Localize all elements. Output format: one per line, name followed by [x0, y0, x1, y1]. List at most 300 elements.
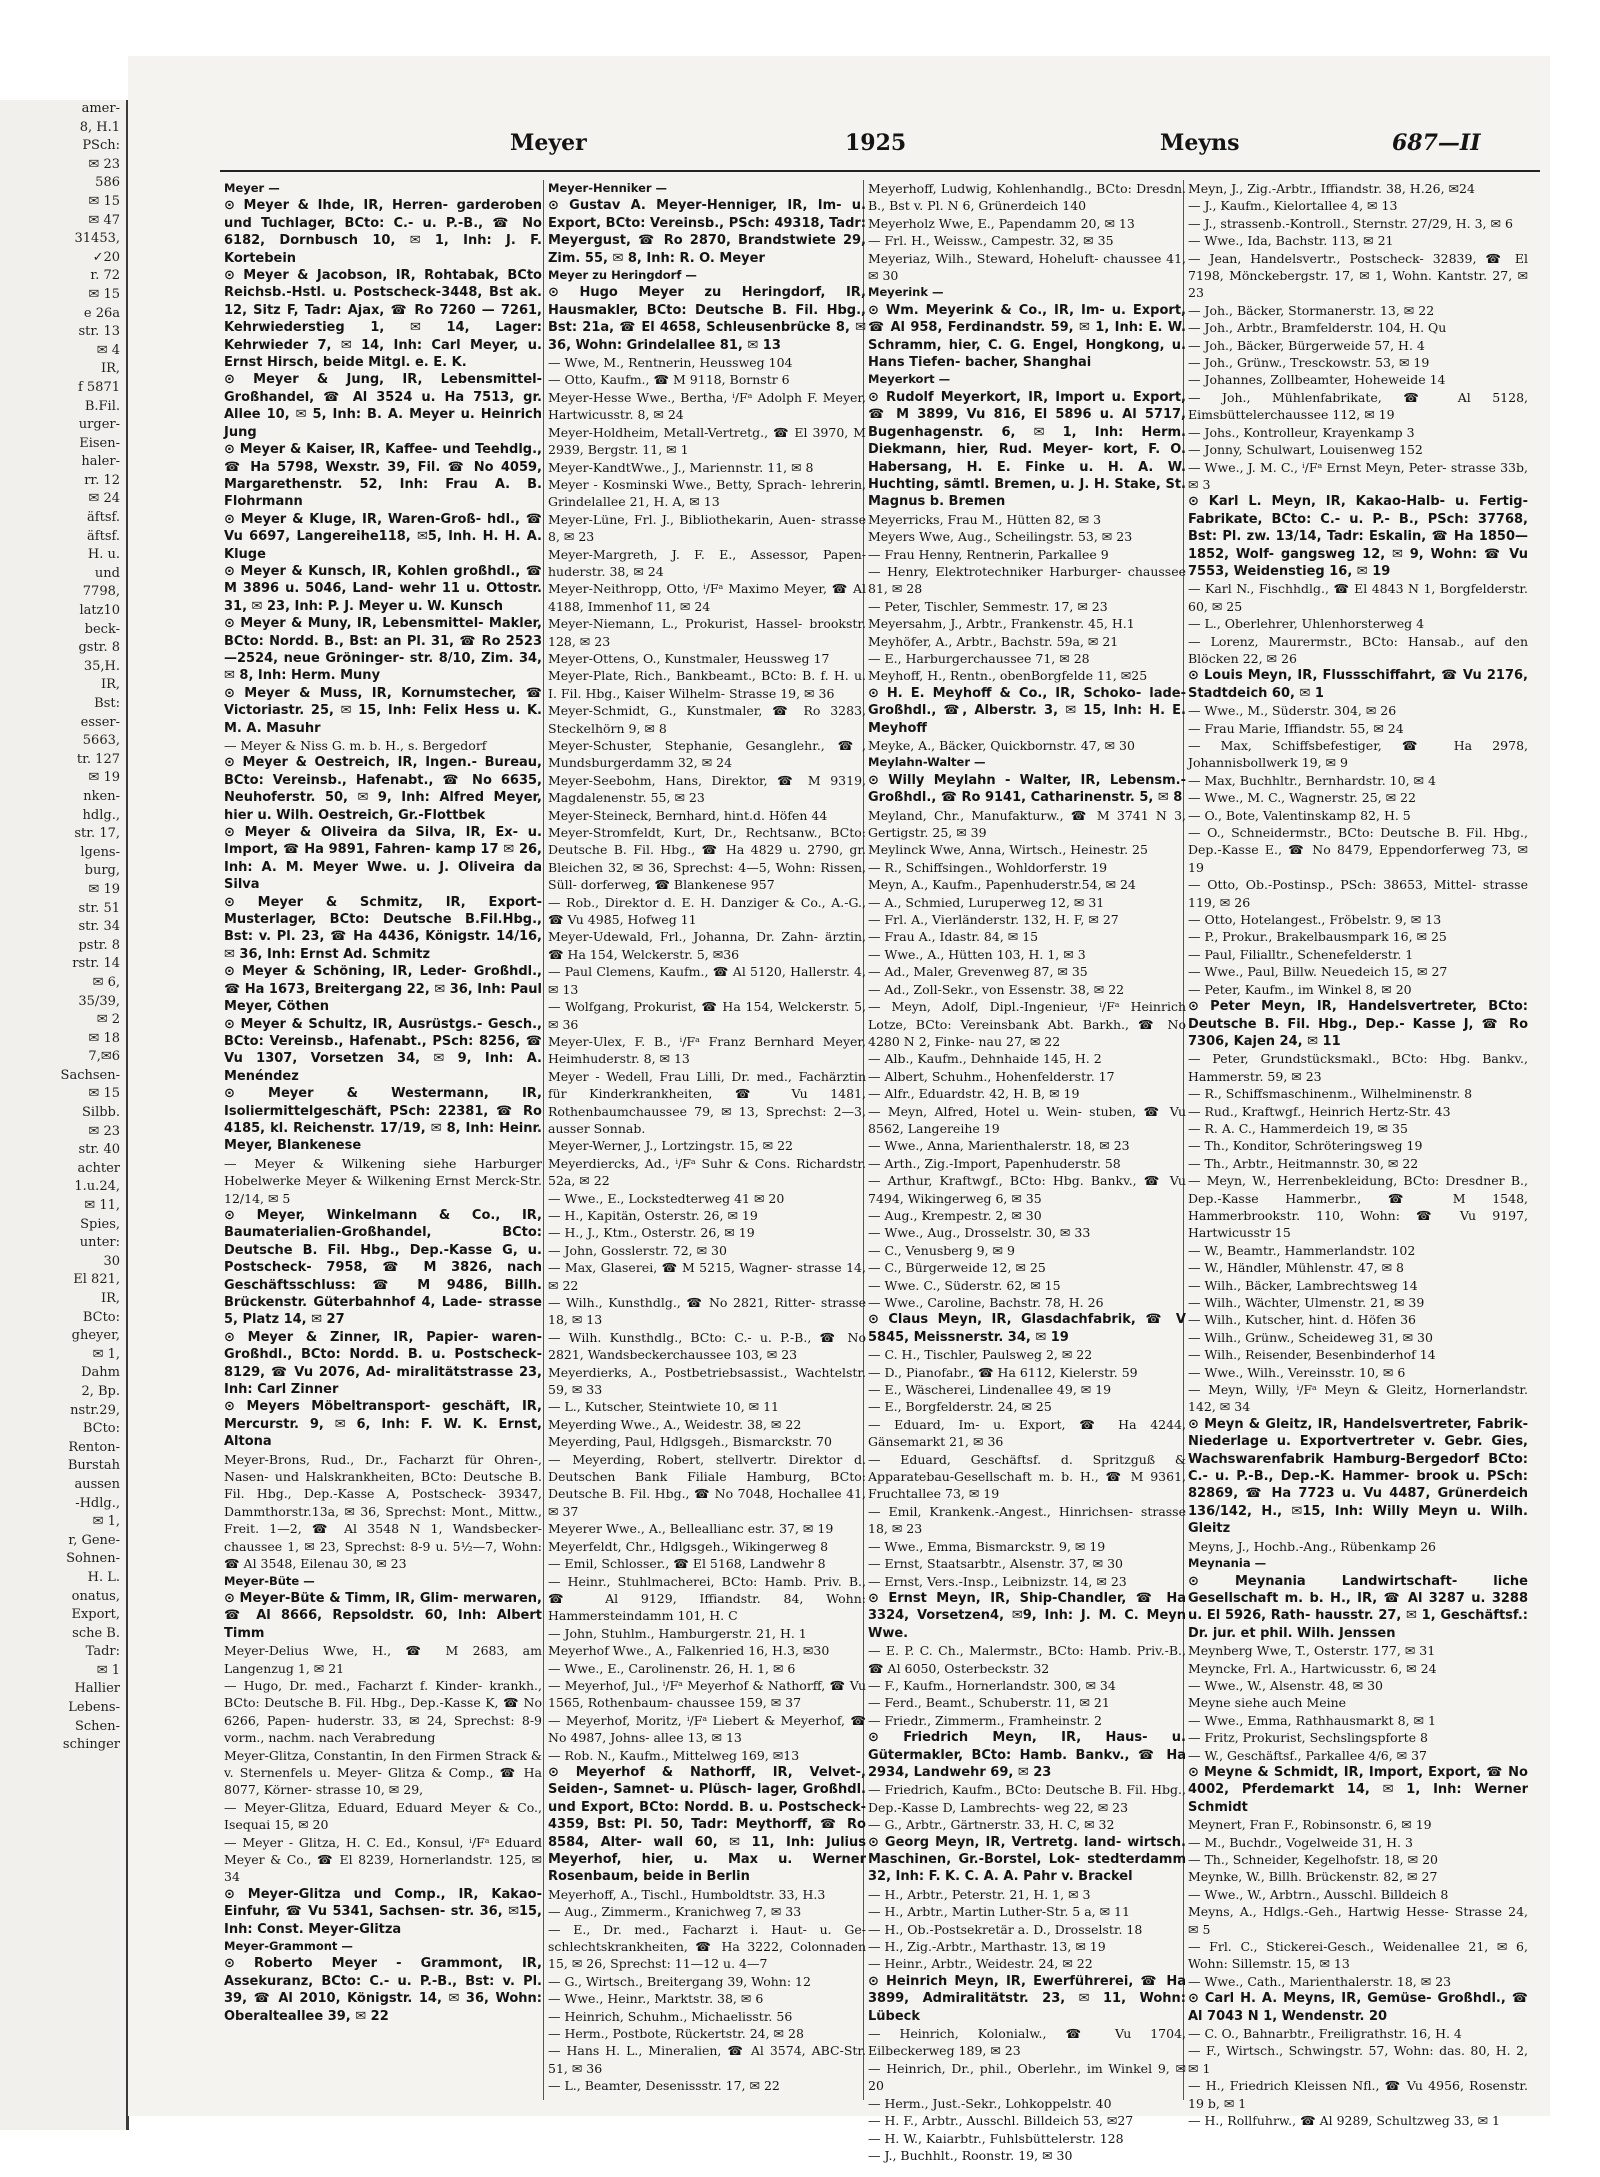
- directory-entry: Meyerer Wwe., A., Belleallianc estr. 37, ✉ 19: [548, 1521, 834, 1537]
- directory-entry: — O., Schneidermstr., BCto: Deutsche B. Fil. Hbg., Dep.-Kasse E., ☎ No 8479, Eppendorferweg 73, ✉ 19: [1188, 825, 1528, 875]
- directory-entry: Meyn, J., Zig.-Arbtr., Iffiandstr. 38, H.26, ✉24: [1188, 181, 1475, 196]
- firm-entry: ⊙ Georg Meyn, IR, Vertretg. land- wirtsch. Maschinen, Gr.-Borstel, Lok- stedterdamm 32, Inh: F. K. C. A. A. Pahr v. Brackel: [868, 1834, 1186, 1885]
- directory-entry: — Ernst, Vers.-Insp., Leibnizstr. 14, ✉ 23: [868, 1573, 1127, 1589]
- directory-entry: — Eduard, Geschäftsf. d. Spritzguß & Apparatebau-Gesellschaft m. b. H., ☎ M 9361, Fruchtallee 73, ✉ 19: [868, 1451, 1186, 1502]
- section-heading: Meyer zu Heringdorf —: [548, 268, 697, 283]
- previous-page-fragment: f 5871: [77, 379, 120, 395]
- firm-entry: ⊙ Meyer & Muss, IR, Kornumstecher, ☎ Victoriastr. 25, ✉ 15, Inh: Felix Hess u. K. M. A. Masuhr: [224, 685, 542, 736]
- directory-entry: — Hans H. L., Mineralien, ☎ Al 3574, ABC-Str. 51, ✉ 36: [548, 2043, 866, 2076]
- previous-page-fragment: 35/39,: [78, 993, 120, 1009]
- directory-entry: — Wwe., Cath., Marienthalerstr. 18, ✉ 23: [1188, 1973, 1452, 1989]
- firm-entry: ⊙ Meyers Möbeltransport- geschäft, IR, Mercurstr. 9, ✉ 6, Inh: F. W. K. Ernst, Altona: [224, 1399, 542, 1450]
- previous-page-fragment: beck-: [84, 621, 120, 637]
- directory-entry: — Frau Henny, Rentnerin, Parkallee 9: [868, 546, 1109, 562]
- directory-entry: Meyerholz Wwe, E., Papendamm 20, ✉ 13: [868, 215, 1135, 231]
- directory-entry: — Otto, Ob.-Postinsp., PSch: 38653, Mittel- strasse 119, ✉ 26: [1188, 877, 1528, 910]
- previous-page-fragment: 35,H.: [83, 658, 120, 674]
- previous-page-fragment: IR,: [100, 677, 120, 693]
- directory-entry: — Wilh., Kunsthdlg., ☎ No 2821, Ritter- strasse 18, ✉ 13: [548, 1295, 866, 1328]
- directory-entry: — W., Beamtr., Hammerlandstr. 102: [1188, 1242, 1416, 1258]
- directory-entry: — Wwe., Paul, Billw. Neuedeich 15, ✉ 27: [1188, 964, 1448, 980]
- directory-entry: — Meyerding, Robert, stellvertr. Direktor d. Deutschen Bank Filiale Hamburg, BCto: Deutsche B. Fil. Hbg., ☎ No 7048, Hochallee 41, ✉ 37: [548, 1451, 866, 1519]
- previous-page-fragment: r. 72: [90, 268, 120, 284]
- directory-entry: — H. F., Arbtr., Ausschl. Billdeich 53, ✉27: [868, 2113, 1134, 2129]
- previous-page-fragment: Renton-: [68, 1439, 120, 1455]
- firm-entry: ⊙ Meyne & Schmidt, IR, Import, Export, ☎ No 4002, Pferdemarkt 14, ✉ 1, Inh: Werner Schmidt: [1188, 1764, 1528, 1815]
- directory-entry: — Meyerhof, Jul., ⁱ/Fᵃ Meyerhof & Nathorff, ☎ Vu 1565, Rothenbaum- chaussee 159, ✉ 37: [548, 1677, 866, 1711]
- directory-entry: — Frl. C., Stickerei-Gesch., Weidenallee 21, ✉ 6, Wohn: Sillemstr. 15, ✉ 13: [1188, 1939, 1528, 1972]
- directory-entry: — Meyerhof, Moritz, ⁱ/Fᵃ Liebert & Meyerhof, ☎ No 4987, Johns- allee 13, ✉ 13: [548, 1712, 866, 1746]
- directory-entry: — C., Bürgerweide 12, ✉ 25: [868, 1260, 1046, 1276]
- section-heading: Meyer-Grammont —: [224, 1939, 353, 1954]
- previous-page-fragment: B.Fil.: [84, 398, 120, 414]
- directory-entry: — L., Beamter, Desenissstr. 17, ✉ 22: [548, 2078, 780, 2094]
- firm-entry: ⊙ Meyer & Zinner, IR, Papier- waren-Großhdl., BCto: Nordd. B. u. Postscheck- 8129, ☎ Vu 2076, Ad- miralitätstrasse 23, Inh: Carl Zinner: [224, 1329, 542, 1398]
- directory-entry: — G., Arbtr., Gärtnerstr. 33, H. C, ✉ 32: [868, 1817, 1115, 1833]
- firm-entry: ⊙ Meyer & Kluge, IR, Waren-Groß- hdl., ☎ Vu 6697, Langereihe118, ✉5, Inh. H. H. A. Kluge: [224, 511, 542, 562]
- previous-page-fragment: achter: [77, 1160, 120, 1176]
- directory-entry: — R., Schiffsmaschinenm., Wilhelminenstr. 8: [1188, 1086, 1473, 1102]
- directory-column-4: [1188, 180, 1528, 2129]
- directory-entry: — Rob. N., Kaufm., Mittelweg 169, ✉13: [548, 1747, 800, 1763]
- previous-page-fragment: haler-: [81, 454, 120, 470]
- directory-entry: — Heinrich, Kolonialw., ☎ Vu 1704, Eilbeckerweg 189, ✉ 23: [868, 2026, 1186, 2059]
- directory-entry: — H., Ob.-Postsekretär a. D., Drosselstr. 18: [868, 1921, 1143, 1937]
- previous-page-fragment: ✉ 24: [88, 491, 120, 507]
- directory-entry: — Wilh., Kutscher, hint. d. Höfen 36: [1188, 1312, 1417, 1328]
- directory-entry: — Th., Schneider, Kegelhofstr. 18, ✉ 20: [1188, 1852, 1438, 1867]
- directory-entry: — Herm., Postbote, Rückertstr. 24, ✉ 28: [548, 2026, 804, 2042]
- previous-page-fragment: Sohnen-: [66, 1551, 120, 1567]
- directory-entry: — R. A. C., Hammerdeich 19, ✉ 35: [1188, 1120, 1408, 1136]
- directory-entry: — F., Kaufm., Hornerlandstr. 300, ✉ 34: [868, 1677, 1116, 1693]
- directory-entry: — E., Wäscherei, Lindenallee 49, ✉ 19: [868, 1382, 1112, 1398]
- previous-page-fragment: str. 40: [78, 1142, 120, 1158]
- firm-entry: ⊙ Meyer & Kaiser, IR, Kaffee- und Teehdlg., ☎ Ha 5798, Wexstr. 39, Fil. ☎ No 4059, Margarethenstr. 52, Inh: Frau A. B. Flohrmann: [224, 442, 542, 510]
- directory-entry: Meyer-Stromfeldt, Kurt, Dr., Rechtsanw., BCto: Deutsche B. Fil. Hbg., ☎ Ha 4829 u. 2790, gr. Bleichen 32, ✉ 36, Sprechst: 4—5, Wohn: Rissen, Süll- dorferweg, ☎ Blankenese 957: [548, 825, 866, 893]
- directory-entry: — Meyer-Glitza, Eduard, Eduard Meyer & Co., Isequai 15, ✉ 20: [224, 1799, 542, 1833]
- previous-page-fragment: rstr. 14: [72, 956, 120, 972]
- directory-entry: — Joh., Mühlenfabrikate, ☎ Al 5128, Eimsbüttelerchaussee 112, ✉ 19: [1188, 389, 1528, 423]
- directory-column-1: [224, 180, 542, 2100]
- directory-entry: Meyer-Brons, Rud., Dr., Facharzt für Ohren-, Nasen- und Halskrankheiten, BCto: Deutsche B. Fil. Hbg., Dep.-Kasse A, Postscheck- 39347, Dammthorstr.13a, ✉ 36, Sprechst: Mont., Mittw., Freit. 1—2, ☎ Al 3548 N 1, Wandsbecker- chaussee 1, ✉ 23, Sprechst: 8-9 u. 5½—7, Wohn: ☎ Al 3548, Eilenau 30, ✉ 23: [224, 1451, 542, 1572]
- directory-entry: Meyer-Schmidt, G., Kunstmaler, ☎ Ro 3283, Steckelhörn 9, ✉ 8: [548, 703, 866, 736]
- directory-entry: — Albert, Schuhm., Hohenfelderstr. 17: [868, 1068, 1115, 1084]
- directory-entry: — H., Arbtr., Peterstr. 21, H. 1, ✉ 3: [868, 1886, 1091, 1902]
- directory-entry: Meynert, Fran F., Robinsonstr. 6, ✉ 19: [1188, 1817, 1432, 1833]
- firm-entry: ⊙ Karl L. Meyn, IR, Kakao-Halb- u. Fertig-Fabrikate, BCto: C.- u. P.- B., PSch: 37768, Bst: Pl. zw. 13/14, Tadr: Eskalin, ☎ Ha 1850—1852, Wolf- gangsweg 12, ✉ 9, Wohn: ☎ Vu 7553, Weidenstieg 16, ✉ 19: [1188, 494, 1528, 579]
- header-rule: [220, 170, 1540, 172]
- previous-page-fragment: Eisen-: [79, 435, 120, 451]
- directory-entry: Meyerhoff, A., Tischl., Humboldtstr. 33, H.3: [548, 1886, 826, 1902]
- directory-entry: — Friedrich, Kaufm., BCto: Deutsche B. Fil. Hbg., Dep.-Kasse D, Lambrechts- weg 22, ✉ 23: [868, 1782, 1186, 1815]
- directory-entry: — Alfr., Eduardstr. 42, H. B, ✉ 19: [868, 1086, 1080, 1102]
- section-heading: Meyerkort —: [868, 372, 951, 387]
- directory-entry: — E., Borgfelderstr. 24, ✉ 25: [868, 1399, 1052, 1415]
- directory-entry: — Wwe., E., Lockstedterweg 41 ✉ 20: [548, 1190, 785, 1206]
- directory-entry: — Frau Marie, Iffiandstr. 55, ✉ 24: [1188, 720, 1404, 736]
- previous-page-fragment: IR,: [100, 1291, 120, 1306]
- directory-entry: — Joh., Bäcker, Bürgerweide 57, H. 4: [1188, 337, 1425, 353]
- directory-entry: Meyer-Schuster, Stephanie, Gesanglehr., ☎, Mundsburgerdamm 32, ✉ 24: [548, 738, 866, 771]
- directory-entry: — Karl N., Fischhdlg., ☎ El 4843 N 1, Borgfelderstr. 60, ✉ 25: [1188, 581, 1528, 614]
- header-left-keyword: Meyer: [510, 130, 587, 156]
- previous-page-fragment: ✉ 23: [88, 1123, 120, 1139]
- previous-page-fragment: 5663,: [82, 733, 120, 749]
- firm-entry: ⊙ Meyer & Schöning, IR, Leder- Großhdl., ☎ Ha 1673, Breitergang 22, ✉ 36, Inh: Paul Meyer, Cöthen: [224, 964, 543, 1015]
- directory-entry: — Wwe., A., Hütten 103, H. 1, ✉ 3: [868, 946, 1086, 962]
- directory-entry: Meyer-Niemann, L., Prokurist, Hassel- brookstr. 128, ✉ 23: [548, 616, 866, 649]
- previous-page-fragment: str. 17,: [74, 826, 120, 842]
- directory-entry: Meyns, A., Hdlgs.-Geh., Hartwig Hesse- Strasse 24, ✉ 5: [1188, 1904, 1528, 1937]
- firm-entry: ⊙ Meyer, Winkelmann & Co., IR, Baumaterialien-Großhandel, BCto: Deutsche B. Fil. Hbg., Dep.-Kasse G, u. Postscheck- 7958, ☎ M 3826, nach Geschäftsschluss: ☎ M 9486, Billh. Brückenstr. Güterbahnhof 4, Lade- strasse 5, Platz 14, ✉ 27: [224, 1207, 542, 1328]
- section-heading: Meylahn-Walter —: [868, 755, 986, 770]
- previous-page-fragment: Bst:: [94, 696, 120, 711]
- directory-entry: — H., Friedrich Kleissen Nfl., ☎ Vu 4956, Rosenstr. 19 b, ✉ 1: [1188, 2078, 1528, 2111]
- directory-entry: — Wwe., W., Alsenstr. 48, ✉ 30: [1188, 1677, 1384, 1693]
- previous-page-fragment: Silbb.: [82, 1105, 120, 1121]
- directory-entry: — Wwe., Aug., Drosselstr. 30, ✉ 33: [868, 1225, 1091, 1241]
- directory-entry: Meyersahm, J., Arbtr., Frankenstr. 45, H.1: [868, 616, 1135, 632]
- directory-entry: — John, Stuhlm., Hamburgerstr. 21, H. 1: [548, 1625, 807, 1641]
- directory-entry: Meyer-Ottens, O., Kunstmaler, Heussweg 17: [548, 650, 830, 666]
- directory-entry: — Th., Konditor, Schröteringsweg 19: [1188, 1138, 1423, 1154]
- firm-entry: ⊙ Meyn & Gleitz, IR, Handelsvertreter, Fabrik-Niederlage u. Exportvertreter v. Gebr. Gies, Wachswarenfabrik Hamburg-Bergedorf BCto: C.- u. P.-B., Dep.-K. Hammer- brook u. PSch: 82869, ☎ Ha 7723 u. Vu 4487, Grünerdeich 136/142, H., ✉15, Inh: Willy Meyn u. Wilh. Gleitz: [1188, 1416, 1528, 1537]
- directory-entry: Meynberg Wwe, T., Osterstr. 177, ✉ 31: [1188, 1643, 1436, 1659]
- directory-entry: — Ernst, Staatsarbtr., Alsenstr. 37, ✉ 30: [868, 1556, 1123, 1572]
- directory-entry: — Jean, Handelsvertr., Postscheck- 32839, ☎ El 7198, Mönckebergstr. 17, ✉ 1, Wohn. Kantstr. 27, ✉ 23: [1188, 250, 1528, 301]
- directory-entry: Meyer-Udewald, Frl., Johanna, Dr. Zahn- ärztin, ☎ Ha 154, Welckerstr. 5, ✉36: [548, 929, 866, 962]
- previous-page-fragment: ✉ 2: [96, 1012, 120, 1028]
- previous-page-fragment: 7798,: [82, 584, 120, 600]
- previous-page-fragment: nken-: [83, 788, 120, 804]
- directory-entry: — Emil, Krankenk.-Angest., Hinrichsen- strasse 18, ✉ 23: [868, 1503, 1186, 1537]
- previous-page-fragment: ✉ 18: [88, 1030, 120, 1046]
- directory-entry: — O., Bote, Valentinskamp 82, H. 5: [1188, 807, 1411, 823]
- previous-page-fragment: 30: [103, 1253, 120, 1269]
- firm-entry: ⊙ Carl H. A. Meyns, IR, Gemüse- Großhdl., ☎ Al 7043 N 1, Wendenstr. 20: [1188, 1991, 1528, 2024]
- directory-entry: — H., J., Ktm., Osterstr. 26, ✉ 19: [548, 1225, 755, 1241]
- firm-entry: ⊙ Meyer & Schultz, IR, Ausrüstgs.- Gesch., BCto: Vereinsb., Hafenabt., PSch: 8256, ☎ Vu 1307, Vorsetzen 34, ✉ 9, Inh: A. Menéndez: [224, 1016, 542, 1084]
- directory-entry: — Frau A., Idastr. 84, ✉ 15: [868, 929, 1039, 945]
- directory-entry: — Heinrich, Dr., phil., Oberlehr., im Winkel 9, ✉ 20: [868, 2060, 1186, 2094]
- firm-entry: ⊙ Meyer-Büte & Timm, IR, Glim- merwaren, ☎ Al 8666, Repsoldstr. 60, Inh: Albert Timm: [224, 1590, 542, 1641]
- directory-entry: — Wwe., Caroline, Bachstr. 78, H. 26: [868, 1295, 1104, 1310]
- previous-page-fragment: burg,: [84, 863, 120, 879]
- firm-entry: ⊙ Meyer & Schmitz, IR, Export- Musterlager, BCto: Deutsche B.Fil.Hbg., Bst: v. Pl. 23, ☎ Ha 4436, Königstr. 14/16, ✉ 36, Inh: Ernst Ad. Schmitz: [224, 894, 542, 962]
- previous-page-fragment: ✉ 15: [88, 286, 120, 302]
- previous-page-fragment: ✉ 1,: [92, 1346, 120, 1362]
- previous-page-fragment: 1.u.24,: [74, 1179, 120, 1195]
- previous-page-fragment: ✉ 1: [96, 1662, 120, 1678]
- previous-page-fragment: ✉ 4: [96, 342, 120, 358]
- directory-entry: — Th., Arbtr., Heitmannstr. 30, ✉ 22: [1188, 1155, 1419, 1171]
- directory-entry: — Joh., Bäcker, Stormanerstr. 13, ✉ 22: [1188, 302, 1435, 318]
- directory-column-2: [548, 180, 866, 2100]
- directory-entry: — E., Harburgerchaussee 71, ✉ 28: [868, 650, 1090, 666]
- directory-entry: — Eduard, Im- u. Export, ☎ Ha 4244, Gänsemarkt 21, ✉ 36: [868, 1416, 1186, 1450]
- previous-page-fragment: esser-: [80, 714, 120, 730]
- firm-entry: ⊙ Heinrich Meyn, IR, Ewerführerei, ☎ Ha 3899, Admiralitätstr. 23, ✉ 11, Wohn: Lübeck: [868, 1973, 1186, 2024]
- directory-entry: — Fritz, Prokurist, Sechslingspforte 8: [1188, 1730, 1428, 1746]
- directory-entry: — Rob., Direktor d. E. H. Danziger & Co., A.-G., ☎ Vu 4985, Hofweg 11: [548, 894, 866, 928]
- directory-entry: — Meyer & Wilkening siehe Harburger Hobelwerke Meyer & Wilkening Ernst Merck-Str. 12/14, ✉ 5: [224, 1155, 542, 1206]
- directory-entry: — Meyer & Niss G. m. b. H., s. Bergedorf: [224, 738, 487, 753]
- previous-page-fragment: ✉ 1,: [92, 1514, 120, 1530]
- previous-page-fragment: El 821,: [73, 1272, 120, 1288]
- directory-entry: — L., Kutscher, Steintwiete 10, ✉ 11: [548, 1399, 779, 1415]
- directory-entry: — Ad., Maler, Grevenweg 87, ✉ 35: [868, 964, 1088, 980]
- directory-entry: Meyer-Margreth, J. F. E., Assessor, Papen- huderstr. 38, ✉ 24: [548, 546, 866, 579]
- previous-page-fragment: Schen-: [74, 1718, 120, 1734]
- directory-entry: — Wwe., M. C., Wagnerstr. 25, ✉ 22: [1188, 790, 1416, 806]
- directory-entry: — Wilh., Bäcker, Lambrechtsweg 14: [1188, 1277, 1418, 1293]
- previous-page-fragment: 8, H.1: [79, 119, 120, 135]
- directory-entry: Meyerding Wwe., A., Weidestr. 38, ✉ 22: [548, 1416, 802, 1432]
- previous-page-fragment: aussen: [74, 1476, 120, 1492]
- directory-entry: — H., Kapitän, Osterstr. 26, ✉ 19: [548, 1207, 758, 1223]
- previous-page-fragment: e 26a: [83, 305, 120, 321]
- directory-entry: — Wilh. Kunsthdlg., BCto: C.- u. P.-B., ☎ No 2821, Wandsbeckerchaussee 103, ✉ 23: [548, 1329, 866, 1363]
- previous-page-fragment: 31453,: [74, 231, 120, 247]
- firm-entry: ⊙ Meyer & Ihde, IR, Herren- garderoben und Tuchlager, BCto: C.- u. P.-B., ☎ No 6182, Dornbusch 10, ✉ 1, Inh: J. F. Kortebein: [224, 198, 542, 266]
- previous-page-fragment: BCto:: [82, 1309, 120, 1325]
- directory-entry: — P., Prokur., Brakelbausmpark 16, ✉ 25: [1188, 929, 1447, 945]
- header-year: 1925: [845, 130, 907, 156]
- previous-page-fragment: str. 34: [78, 919, 120, 935]
- directory-entry: Meyer-Ulex, F. B., ⁱ/Fᵃ Franz Bernhard Meyer, Heimhuderstr. 8, ✉ 13: [548, 1033, 866, 1067]
- directory-entry: — Rud., Kraftwgf., Heinrich Hertz-Str. 43: [1188, 1103, 1451, 1119]
- directory-entry: — Wwe., J. M. C., ⁱ/Fᵃ Ernst Meyn, Peter- strasse 33b, ✉ 3: [1188, 459, 1528, 492]
- directory-entry: — Emil, Schlosser., ☎ El 5168, Landwehr 8: [548, 1556, 826, 1572]
- firm-entry: ⊙ Louis Meyn, IR, Flussschiffahrt, ☎ Vu 2176, Stadtdeich 60, ✉ 1: [1188, 668, 1528, 701]
- directory-entry: — W., Händler, Mühlenstr. 47, ✉ 8: [1188, 1260, 1404, 1276]
- directory-entry: Meyhoff, H., Rentn., obenBorgfelde 11, ✉25: [868, 668, 1148, 684]
- firm-entry: ⊙ Meyerhof & Nathorff, IR, Velvet-, Seiden-, Samnet- u. Plüsch- lager, Großhdl. und Export, BCto: Nordd. B. u. Postscheck- 4359, Bst: Pl. 50, Tadr: Meythorff, ☎ Ro 8584, Alter- wall 60, ✉ 11, Inh: Julius Meyerhof, hier, u. Max u. Werner Rosenbaum, beide in Berlin: [548, 1764, 866, 1885]
- previous-page-edge: [0, 100, 129, 2130]
- directory-entry: — Aug., Zimmerm., Kranichweg 7, ✉ 33: [548, 1904, 802, 1920]
- previous-page-fragment: Tadr:: [85, 1644, 120, 1660]
- directory-entry: — E., Dr. med., Facharzt i. Haut- u. Ge- schlechtskrankheiten, ☎ Ha 3222, Colonnaden 15, ✉ 26, Sprechst: 11—12 u. 4—7: [548, 1921, 866, 1972]
- directory-entry: — Meyn, Willy, ⁱ/Fᵃ Meyn & Gleitz, Hornerlandstr. 142, ✉ 34: [1188, 1382, 1528, 1415]
- previous-page-fragment: gstr. 8: [78, 640, 120, 656]
- directory-entry: Meyer-Plate, Rich., Bankbeamt., BCto: B. f. H. u. I. Fil. Hbg., Kaiser Wilhelm- Strasse 19, ✉ 36: [548, 668, 866, 701]
- directory-entry: Meynke, W., Billh. Brückenstr. 82, ✉ 27: [1188, 1869, 1438, 1885]
- previous-page-fragment: amer-: [81, 101, 120, 116]
- directory-entry: Meyer-Delius Wwe, H., ☎ M 2683, am Langenzug 1, ✉ 21: [224, 1643, 542, 1676]
- directory-entry: — Meyn, Alfred, Hotel u. Wein- stuben, ☎ Vu 8562, Langereihe 19: [868, 1103, 1186, 1136]
- header-right-keyword: Meyns: [1160, 130, 1240, 156]
- previous-page-fragment: lgens-: [80, 844, 120, 860]
- previous-page-fragment: H. u.: [87, 547, 120, 563]
- directory-entry: Meyerhoff, Ludwig, Kohlenhandlg., BCto: Dresdn. B., Bst v. Pl. N 6, Grünerdeich 140: [868, 181, 1186, 214]
- directory-entry: — Arthur, Kraftwgf., BCto: Hbg. Bankv., ☎ Vu 7494, Wikingerweg 6, ✉ 35: [868, 1173, 1186, 1206]
- previous-page-fragment: ✓20: [92, 249, 120, 265]
- directory-entry: Meyne siehe auch Meine: [1188, 1695, 1347, 1711]
- previous-page-fragment: ✉ 19: [88, 770, 120, 786]
- directory-entry: — D., Pianofabr., ☎ Ha 6112, Kielerstr. 59: [868, 1364, 1138, 1380]
- directory-entry: Meyer-Seebohm, Hans, Direktor, ☎ M 9319, Magdalenenstr. 55, ✉ 23: [548, 772, 866, 806]
- directory-entry: — Arth., Zig.-Import, Papenhuderstr. 58: [868, 1155, 1121, 1171]
- directory-entry: Meyhöfer, A., Arbtr., Bachstr. 59a, ✉ 21: [868, 633, 1119, 649]
- directory-entry: — Wwe, M., Rentnerin, Heussweg 104: [548, 355, 793, 371]
- directory-entry: — R., Schiffsingen., Wohldorferstr. 19: [868, 859, 1108, 875]
- directory-entry: — Max, Glaserei, ☎ M 5215, Wagner- strasse 14, ✉ 22: [548, 1260, 866, 1293]
- directory-entry: — Meyer - Glitza, H. C. Ed., Konsul, ⁱ/Fᵃ Eduard Meyer & Co., ☎ El 8239, Hornerlandstr. 125, ✉ 34: [224, 1834, 542, 1885]
- previous-page-fragment: äftsf.: [87, 510, 120, 526]
- directory-entry: Meyerdiercks, Ad., ⁱ/Fᵃ Suhr & Cons. Richardstr. 52a, ✉ 22: [548, 1155, 866, 1189]
- firm-entry: ⊙ Friedrich Meyn, IR, Haus- u. Gütermakler, BCto: Hamb. Bankv., ☎ Ha 2934, Landwehr 69, ✉ 23: [868, 1730, 1186, 1780]
- directory-entry: Meyer - Wedell, Frau Lilli, Dr. med., Fachärztin für Kinderkrankheiten, ☎ Vu 1481, Rothenbaumchaussee 79, ✉ 13, Sprechst: 2—3, ausser Sonnab.: [548, 1068, 866, 1136]
- directory-entry: — Joh., Arbtr., Bramfelderstr. 104, H. Qu: [1188, 320, 1447, 336]
- firm-entry: ⊙ H. E. Meyhoff & Co., IR, Schoko- lade-Großhdl., ☎, Alberstr. 3, ✉ 15, Inh: H. E. Meyhoff: [868, 685, 1186, 736]
- directory-entry: — Frl. A., Vierländerstr. 132, H. F, ✉ 27: [868, 912, 1119, 928]
- previous-page-fragment: ✉ 19: [88, 881, 120, 897]
- directory-entry: Meyer-Hesse Wwe., Bertha, ⁱ/Fᵃ Adolph F. Meyer, Hartwicusstr. 8, ✉ 24: [548, 389, 866, 423]
- firm-entry: ⊙ Meyer & Kunsch, IR, Kohlen großhdl., ☎ M 3896 u. 5046, Land- wehr 11 u. Ottostr. 31, ✉ 23, Inh: P. J. Meyer u. W. Kunsch: [224, 563, 542, 614]
- directory-entry: Meyerricks, Frau M., Hütten 82, ✉ 3: [868, 511, 1102, 527]
- directory-entry: — H., Arbtr., Martin Luther-Str. 5 a, ✉ 11: [868, 1904, 1130, 1920]
- previous-page-fragment: sche B.: [72, 1625, 120, 1641]
- directory-entry: — Joh., Grünw., Tresckowstr. 53, ✉ 19: [1188, 355, 1430, 371]
- directory-entry: — A., Schmied, Luruperweg 12, ✉ 31: [868, 894, 1105, 910]
- previous-page-fragment: äftsf.: [87, 528, 120, 544]
- previous-page-fragment: ✉ 47: [88, 212, 120, 228]
- section-heading: Meyer —: [224, 181, 280, 195]
- directory-entry: — Heinr., Arbtr., Weidestr. 24, ✉ 22: [868, 1956, 1093, 1972]
- previous-page-fragment: latz10: [79, 603, 120, 619]
- previous-page-fragment: ✉ 11,: [84, 1198, 120, 1214]
- directory-entry: — Wwe., Heinr., Marktstr. 38, ✉ 6: [548, 1991, 764, 2007]
- directory-entry: Meyer-KandtWwe., J., Mariennstr. 11, ✉ 8: [548, 459, 814, 475]
- previous-page-fragment: Sachsen-: [60, 1067, 120, 1083]
- firm-entry: ⊙ Wm. Meyerink & Co., IR, Im- u. Export, ☎ Al 958, Ferdinandstr. 59, ✉ 1, Inh: E. W. Schramm, hier, C. G. Engel, Hongkong, u. Hans Tiefen- bacher, Shanghai: [868, 302, 1186, 371]
- previous-page-fragment: Lebens-: [68, 1700, 120, 1716]
- directory-entry: — John, Gosslerstr. 72, ✉ 30: [548, 1242, 727, 1258]
- directory-entry: Meyeriaz, Wilh., Steward, Hoheluft- chaussee 41, ✉ 30: [868, 250, 1186, 284]
- directory-entry: Meylinck Wwe, Anna, Wirtsch., Heinestr. 25: [868, 842, 1148, 858]
- section-heading: Meyer-Henniker —: [548, 181, 668, 195]
- directory-entry: — Wwe., Anna, Marienthalerstr. 18, ✉ 23: [868, 1138, 1130, 1154]
- firm-entry: ⊙ Meyer & Westermann, IR, Isoliermittelgeschäft, PSch: 22381, ☎ Ro 4185, kl. Reichenstr. 17/19, ✉ 8, Inh: Heinr. Meyer, Blankenese: [224, 1086, 542, 1154]
- directory-entry: — Max, Buchhltr., Bernhardstr. 10, ✉ 4: [1188, 772, 1436, 788]
- directory-entry: — Heinr., Stuhlmacherei, BCto: Hamb. Priv. B., ☎ Al 9129, Iffiandstr. 84, Wohn: Hammersteindamm 101, H. C: [548, 1573, 866, 1624]
- directory-entry: — C. H., Tischler, Paulsweg 2, ✉ 22: [868, 1347, 1093, 1363]
- directory-entry: — Wilh., Reisender, Besenbinderhof 14: [1188, 1347, 1436, 1363]
- previous-page-fragment: pstr. 8: [78, 937, 120, 953]
- firm-entry: ⊙ Meyer-Glitza und Comp., IR, Kakao-Einfuhr, ☎ Vu 5341, Sachsen- str. 36, ✉15, Inh: Const. Meyer-Glitza: [224, 1886, 542, 1937]
- directory-entry: — Peter, Grundstücksmakl., BCto: Hbg. Bankv., Hammerstr. 59, ✉ 23: [1188, 1051, 1528, 1084]
- previous-page-fragment: nstr.29,: [70, 1402, 120, 1418]
- previous-page-fragment: 586: [95, 175, 120, 191]
- directory-entry: Meyer-Lüne, Frl. J., Bibliothekarin, Auen- strasse 8, ✉ 23: [548, 511, 866, 545]
- directory-entry: — Ad., Zoll-Sekr., von Essenstr. 38, ✉ 22: [868, 981, 1125, 997]
- directory-entry: — L., Oberlehrer, Uhlenhorsterweg 4: [1188, 616, 1425, 632]
- previous-page-fragment: ✉ 15: [88, 193, 120, 209]
- directory-entry: — H., Zig.-Arbtr., Marthastr. 13, ✉ 19: [868, 1939, 1106, 1955]
- previous-page-fragment: Export,: [71, 1607, 120, 1623]
- column-divider: [543, 180, 544, 2100]
- previous-page-fragment: BCto:: [82, 1421, 120, 1437]
- directory-entry: — Alb., Kaufm., Dehnhaide 145, H. 2: [868, 1051, 1102, 1067]
- directory-entry: — Peter, Kaufm., im Winkel 8, ✉ 20: [1188, 981, 1412, 997]
- directory-entry: — Ferd., Beamt., Schuberstr. 11, ✉ 21: [868, 1695, 1110, 1711]
- previous-page-fragment: und: [94, 565, 120, 581]
- section-heading: Meynania —: [1188, 1556, 1267, 1571]
- directory-entry: — Otto, Kaufm., ☎ M 9118, Bornstr 6: [548, 372, 790, 388]
- directory-entry: — Friedr., Zimmerm., Framheinstr. 2: [868, 1712, 1102, 1728]
- directory-entry: — Lorenz, Maurermstr., BCto: Hansab., auf den Blöcken 22, ✉ 26: [1188, 633, 1528, 666]
- firm-entry: ⊙ Meynania Landwirtschaft- liche Gesellschaft m. b. H., IR, ☎ Al 3287 u. 3288 u. El 5926, Rath- hausstr. 27, ✉ 1, Geschäftsf.: Dr. jur. et phil. Wilh. Jenssen: [1188, 1573, 1528, 1641]
- firm-entry: ⊙ Peter Meyn, IR, Handelsvertreter, BCto: Deutsche B. Fil. Hbg., Dep.- Kasse J, ☎ Ro 7306, Kajen 24, ✉ 11: [1188, 999, 1528, 1049]
- directory-entry: — Frl. H., Weissw., Campestr. 32, ✉ 35: [868, 233, 1114, 249]
- section-heading: Meyer-Büte —: [224, 1573, 315, 1588]
- firm-entry: ⊙ Claus Meyn, IR, Glasdachfabrik, ☎ V 5845, Meissnerstr. 34, ✉ 19: [868, 1312, 1186, 1345]
- firm-entry: ⊙ Meyer & Jacobson, IR, Rohtabak, BCto Reichsb.-Hstl. u. Postscheck-3448, Bst ak. 12, Sitz F, Tadr: Ajax, ☎ Ro 7260 — 7261, Kehrwiederstieg 1, ✉ 14, Lager: Kehrwieder 7, ✉ 14, Inh: Carl Meyer, u. Ernst Hirsch, beide Mitgl. e. E. K.: [224, 268, 542, 371]
- section-heading: Meyerink —: [868, 285, 944, 300]
- directory-entry: Meyns, J., Hochb.-Ang., Rübenkamp 26: [1188, 1538, 1436, 1554]
- directory-entry: — Johannes, Zollbeamter, Hoheweide 14: [1188, 372, 1446, 388]
- previous-page-fragment: ✉ 23: [88, 156, 120, 172]
- directory-entry: Meyer-Werner, J., Lortzingstr. 15, ✉ 22: [548, 1138, 793, 1154]
- directory-entry: — W., Geschäftsf., Parkallee 4/6, ✉ 37: [1188, 1747, 1428, 1763]
- directory-entry: Meyers Wwe, Aug., Scheilingstr. 53, ✉ 23: [868, 529, 1133, 545]
- directory-entry: — Wolfgang, Prokurist, ☎ Ha 154, Welckerstr. 5, ✉ 36: [548, 999, 866, 1032]
- directory-entry: — C., Venusberg 9, ✉ 9: [868, 1242, 1015, 1258]
- page-header: [160, 124, 1550, 160]
- firm-entry: ⊙ Gustav A. Meyer-Henniger, IR, Im- u. Export, BCto: Vereinsb., PSch: 49318, Tadr: Meyergust, ☎ Ro 2870, Brandstwiete 29, Zim. 55, ✉ 8, Inh: R. O. Meyer: [548, 198, 866, 266]
- firm-entry: ⊙ Meyer & Jung, IR, Lebensmittel- Großhandel, ☎ Al 3524 u. Ha 7513, gr. Allee 10, ✉ 5, Inh: B. A. Meyer u. Heinrich Jung: [224, 372, 542, 440]
- firm-entry: ⊙ Willy Meylahn - Walter, IR, Lebensm.-Großhdl., ☎ Ro 9141, Catharinenstr. 5, ✉ 8: [868, 772, 1186, 806]
- directory-entry: — M., Buchdr., Vogelweide 31, H. 3: [1188, 1834, 1413, 1850]
- previous-page-fragment: schinger: [62, 1737, 120, 1753]
- directory-entry: Meyerdierks, A., Postbetriebsassist., Wachtelstr. 59, ✉ 33: [548, 1364, 866, 1398]
- directory-entry: — G., Wirtsch., Breitergang 39, Wohn: 12: [548, 1973, 811, 1989]
- directory-entry: Meyer - Kosminski Wwe., Betty, Sprach- lehrerin, Grindelallee 21, H. A, ✉ 13: [548, 476, 866, 510]
- directory-entry: — Meyn, Adolf, Dipl.-Ingenieur, ⁱ/Fᵃ Heinrich Lotze, BCto: Vereinsbank Abt. Barkh., ☎ No 4280 N 2, Finke- nau 27, ✉ 22: [868, 999, 1186, 1049]
- previous-page-fragment: rr. 12: [84, 472, 120, 488]
- directory-entry: — Wwe., Wilh., Vereinsstr. 10, ✉ 6: [1188, 1364, 1406, 1380]
- directory-entry: — E. P. C. Ch., Malermstr., BCto: Hamb. Priv.-B., ☎ Al 6050, Osterbeckstr. 32: [868, 1643, 1186, 1676]
- previous-page-fragment: r, Gene-: [68, 1532, 120, 1548]
- previous-page-fragment: tr. 127: [76, 751, 120, 767]
- directory-entry: Meyer-Steineck, Bernhard, hint.d. Höfen 44: [548, 807, 828, 823]
- directory-entry: — Peter, Tischler, Semmestr. 17, ✉ 23: [868, 598, 1108, 614]
- directory-entry: — F., Wirtsch., Schwingstr. 57, Wohn: das. 80, H. 2, ✉ 1: [1188, 2043, 1528, 2076]
- firm-entry: ⊙ Roberto Meyer - Grammont, IR, Assekuranz, BCto: C.- u. P.-B., Bst: v. Pl. 39, ☎ Al 2010, Königstr. 14, ✉ 36, Wohn: Oberalteallee 39, ✉ 22: [224, 1956, 542, 2024]
- firm-entry: ⊙ Ernst Meyn, IR, Ship-Chandler, ☎ Ha 3324, Vorsetzen4, ✉9, Inh: J. M. C. Meyn Wwe.: [868, 1590, 1186, 1641]
- directory-entry: Meyer-Glitza, Constantin, In den Firmen Strack & v. Sternenfels u. Meyer- Glitza & Comp., ☎ Ha 8077, Körner- strasse 10, ✉ 29,: [224, 1747, 542, 1798]
- firm-entry: ⊙ Meyer & Muny, IR, Lebensmittel- Makler, BCto: Nordd. B., Bst: an Pl. 31, ☎ Ro 2523—2524, neue Gröninger- str. 8/10, Zim. 34, ✉ 8, Inh: Herm. Muny: [224, 616, 542, 684]
- directory-entry: — H., Rollfuhrw., ☎ Al 9289, Schultzweg 33, ✉ 1: [1188, 2113, 1500, 2129]
- directory-entry: — J., Buchhlt., Roonstr. 19, ✉ 30: [868, 2147, 1073, 2163]
- directory-entry: — Wwe., Emma, Rathhausmarkt 8, ✉ 1: [1188, 1712, 1436, 1728]
- directory-entry: — C. O., Bahnarbtr., Freiligrathstr. 16, H. 4: [1188, 2026, 1462, 2042]
- directory-entry: — Wilh., Wächter, Ulmenstr. 21, ✉ 39: [1188, 1295, 1425, 1310]
- previous-page-fragment: IR,: [100, 361, 120, 377]
- previous-page-fragment: PSch:: [82, 138, 120, 154]
- previous-page-fragment: -Hdlg.,: [75, 1495, 120, 1511]
- previous-page-fragment: hdlg.,: [82, 807, 120, 823]
- previous-page-fragment: urger-: [78, 417, 120, 433]
- directory-entry: Meyn, A., Kaufm., Papenhuderstr.54, ✉ 24: [868, 877, 1136, 893]
- previous-page-fragment: unter:: [79, 1235, 120, 1251]
- previous-page-fragment: ✉ 15: [88, 1086, 120, 1102]
- previous-page-fragment: Burstah: [67, 1458, 120, 1474]
- directory-entry: — Aug., Krempestr. 2, ✉ 30: [868, 1207, 1042, 1223]
- previous-page-fragment: Spies,: [80, 1216, 120, 1232]
- previous-page-fragment: Hallier: [74, 1681, 120, 1697]
